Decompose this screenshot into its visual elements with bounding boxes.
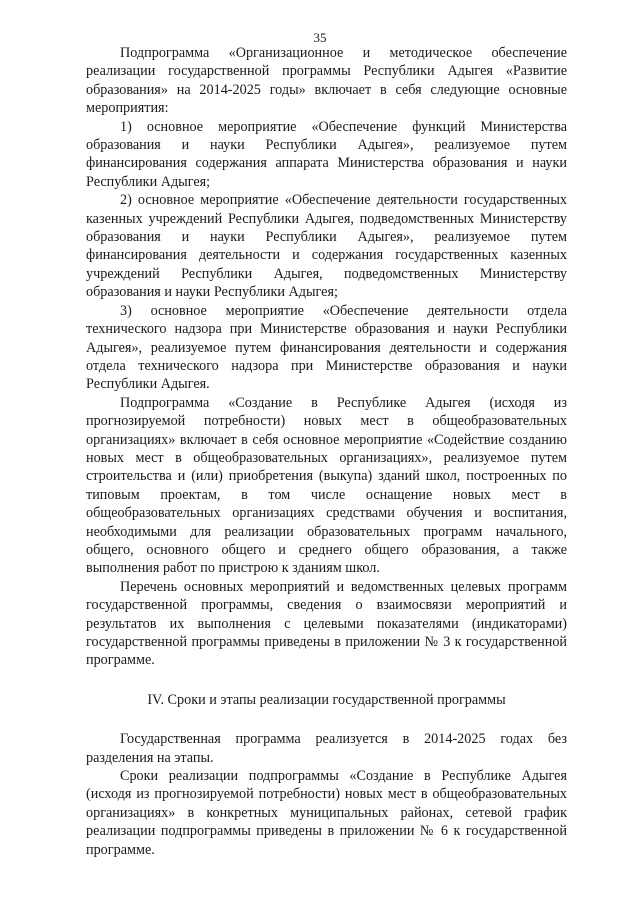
section-heading: IV. Сроки и этапы реализации государственной программы	[147, 691, 506, 708]
paragraph-measure-3: 3) основное мероприятие «Обеспечение деятельности отдела технического надзора при Министерстве образования и науки Республики Адыгея», реализуемое путем финансирования деятельности и содержания отдела технического надзора при Министерстве образования и науки Республики Адыгея.	[86, 302, 567, 393]
page-number: 35	[313, 30, 327, 45]
paragraph-subprogram-new-places: Подпрограмма «Создание в Республике Адыгея (исходя из прогнозируемой потребности) новых мест в общеобразовательных организациях» включает в себя основное мероприятие «Содействие созданию новых мест в общеобразовательных организациях», реализуемое путем строительства и (или) приобретения (выкупа) зданий школ, построенных по типовым проектам, в том числе оснащение новых мест в общеобразовательных организациях средствами обучения и воспитания, необходимыми для реализации образовательных программ начального, общего, основного общего и среднего общего образования, а также выполнения работ по пристрою к зданиям школ.	[86, 394, 567, 577]
paragraph-subprogram-organizational: Подпрограмма «Организационное и методическое обеспечение реализации государственной программы Республики Адыгея «Развитие образования» на 2014-2025 годы» включает в себя следующие основные мероприятия:	[86, 45, 567, 117]
paragraph-list-of-measures: Перечень основных мероприятий и ведомственных целевых программ государственной программы, сведения о взаимосвязи мероприятий и результатов их выполнения с целевыми показателями (индикаторами) государственной программы приведены в приложении № 3 к государственной программе.	[86, 578, 567, 669]
paragraph-program-period: Государственная программа реализуется в 2014-2025 годах без разделения на этапы.	[86, 731, 567, 766]
paragraph-measure-2: 2) основное мероприятие «Обеспечение деятельности государственных казенных учреждений Республики Адыгея, подведомственных Министерству образования и науки Республики Адыгея», реализуемое путем финансирования деятельности и содержания государственных казенных учреждений Республики Адыгея, подведомственных Министерству образования и науки Республики Адыгея;	[86, 192, 567, 301]
document-body	[86, 44, 567, 859]
paragraph-subprogram-period: Сроки реализации подпрограммы «Создание в Республике Адыгея (исходя из прогнозируемой потребности) новых мест в общеобразовательных организациях» в конкретных муниципальных районах, сетевой график реализации подпрограммы приведены в приложении № 6 к государственной программе.	[86, 768, 567, 858]
paragraph-measure-1: 1) основное мероприятие «Обеспечение функций Министерства образования и науки Республики Адыгея», реализуемое путем финансирования содержания аппарата Министерства образования и науки Республики Адыгея;	[86, 118, 567, 190]
